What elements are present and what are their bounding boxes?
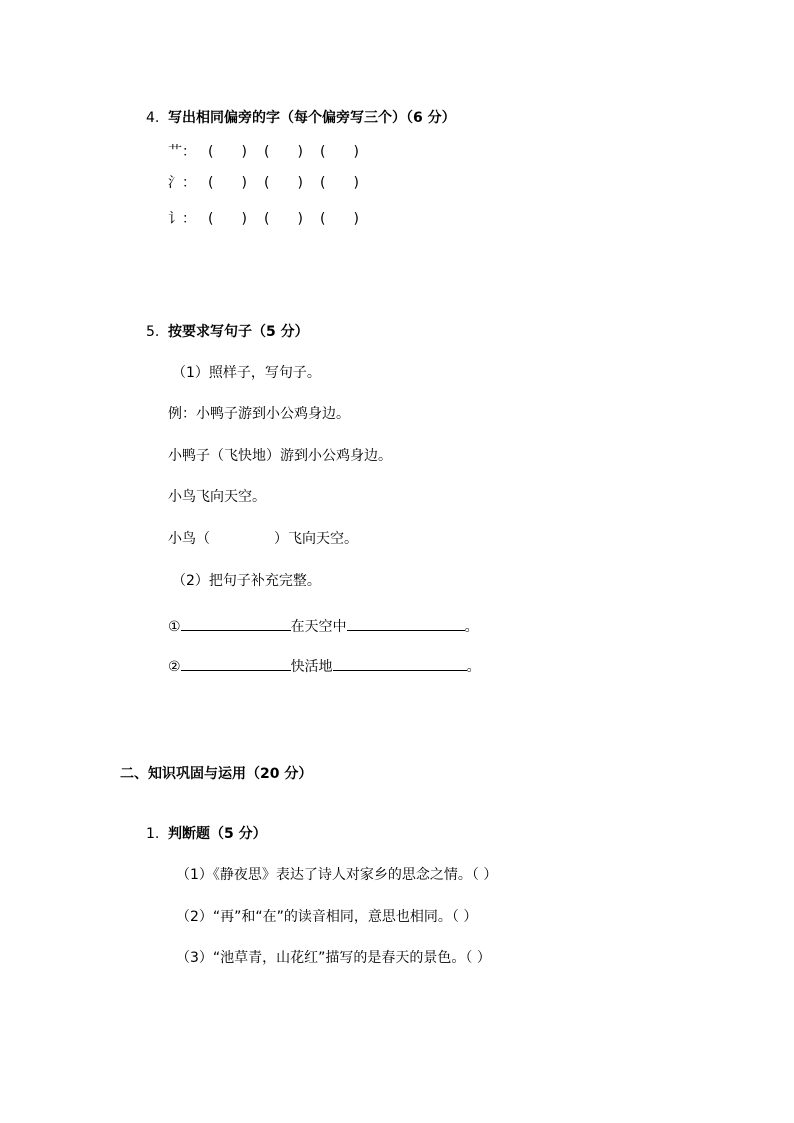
item2-mid: 快活地 bbox=[290, 659, 333, 675]
s2-q1-number: 1. bbox=[146, 826, 160, 842]
q5-item2 bbox=[168, 656, 481, 676]
answer-blank[interactable] bbox=[181, 656, 291, 671]
radical-label: 讠： bbox=[168, 211, 196, 227]
answer-blank[interactable]: ( ) bbox=[208, 144, 247, 160]
answer-blank[interactable] bbox=[333, 656, 467, 671]
circled-two-marker: ② bbox=[168, 659, 181, 675]
fill-suffix: ）飞向天空。 bbox=[274, 531, 358, 547]
item1-end: 。 bbox=[464, 619, 479, 635]
answer-blank[interactable]: ( ) bbox=[320, 175, 359, 191]
q5-part2: （2）把句子补充完整。 bbox=[172, 573, 321, 589]
fill-prefix: 小鸟（ bbox=[168, 531, 210, 547]
q5-example-answer: 小鸭子（飞快地）游到小公鸡身边。 bbox=[168, 448, 392, 464]
q5-example: 例：小鸭子游到小公鸡身边。 bbox=[168, 406, 350, 422]
answer-blank[interactable] bbox=[347, 616, 465, 631]
radical-label: 氵： bbox=[168, 175, 196, 191]
q5-number: 5. bbox=[146, 324, 160, 340]
q5-part1: （1）照样子，写句子。 bbox=[172, 365, 321, 381]
q5-fill-line bbox=[168, 530, 358, 548]
judgement-item: （2）“再”和“在”的读音相同，意思也相同。（ ） bbox=[176, 909, 478, 925]
q4-number: 4. bbox=[146, 110, 160, 126]
s2-q1-title: 判断题（5 分） bbox=[168, 826, 267, 842]
answer-blank[interactable]: ( ) bbox=[264, 211, 303, 227]
answer-blank[interactable]: ( ) bbox=[208, 175, 247, 191]
answer-blank[interactable]: ( ) bbox=[320, 144, 359, 160]
q5-sentence: 小鸟飞向天空。 bbox=[168, 489, 266, 505]
answer-blank[interactable] bbox=[181, 616, 291, 631]
section2-title: 二、知识巩固与运用（20 分） bbox=[120, 766, 313, 782]
answer-blank[interactable]: ( ) bbox=[264, 144, 303, 160]
q5-title: 按要求写句子（5 分） bbox=[168, 324, 309, 340]
circled-one-marker: ① bbox=[168, 619, 181, 635]
judgement-item: （1）《静夜思》表达了诗人对家乡的思念之情。（ ） bbox=[176, 867, 498, 883]
answer-blank[interactable]: ( ) bbox=[264, 175, 303, 191]
item1-mid: 在天空中 bbox=[290, 619, 347, 635]
judgement-item: （3）“池草青，山花红”描写的是春天的景色。（ ） bbox=[176, 950, 491, 966]
q4-title: 写出相同偏旁的字（每个偏旁写三个）（6 分） bbox=[168, 110, 456, 126]
radical-label: 艹： bbox=[168, 144, 196, 160]
q5-item1 bbox=[168, 616, 479, 636]
answer-blank[interactable]: ( ) bbox=[320, 211, 359, 227]
item2-end: 。 bbox=[466, 659, 481, 675]
answer-blank[interactable]: ( ) bbox=[208, 211, 247, 227]
